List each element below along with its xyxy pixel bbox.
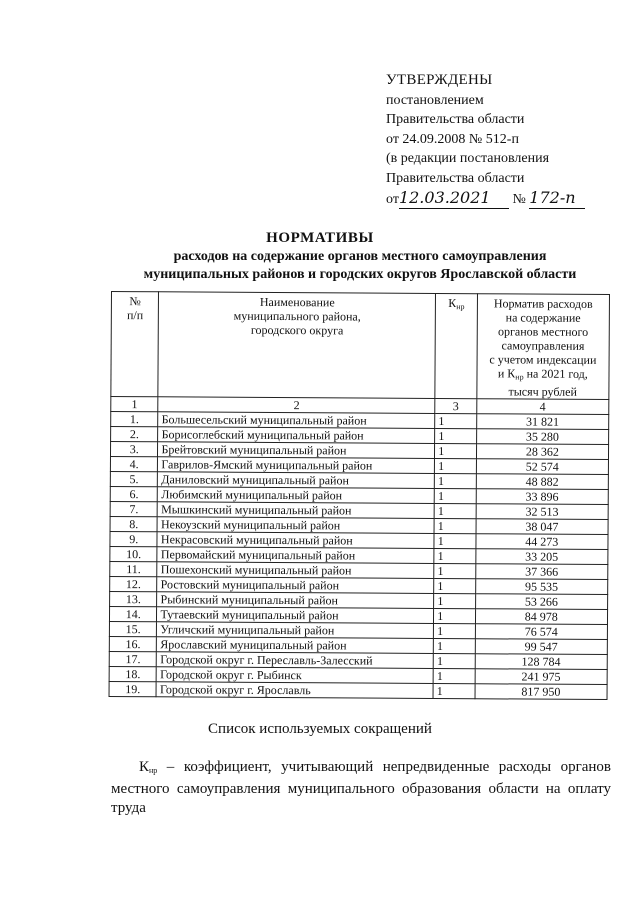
row-norm-value: 241 975	[475, 669, 607, 685]
row-name: Пошехонский муниципальный район	[157, 562, 434, 579]
header-coefficient	[435, 293, 477, 398]
row-number: 2.	[111, 427, 159, 442]
row-name: Ростовский муниципальный район	[157, 577, 434, 594]
row-coefficient: 1	[433, 668, 474, 683]
row-norm-value: 37 366	[475, 564, 607, 580]
handwritten-date: 12.03.2021	[399, 188, 509, 209]
row-name: Городской округ г. Ярославль	[156, 682, 433, 699]
row-norm-value: 95 535	[475, 579, 607, 595]
header-name-line: городского округа	[250, 322, 344, 338]
row-name: Любимский муниципальный район	[158, 487, 435, 504]
row-number: 11.	[110, 561, 158, 576]
row-number: 5.	[110, 471, 158, 486]
row-coefficient: 1	[435, 458, 476, 473]
row-number: 18.	[109, 666, 157, 681]
approval-line: Правительства области	[386, 112, 525, 127]
approval-date-prefix: от	[386, 192, 399, 207]
header-k: К	[448, 296, 457, 311]
row-number: 1.	[111, 412, 159, 427]
row-name: Угличский муниципальный район	[157, 622, 434, 639]
row-name: Рыбинский муниципальный район	[157, 592, 434, 609]
column-number: 2	[158, 397, 435, 414]
row-norm-value: 44 273	[476, 534, 608, 550]
row-number: 14.	[109, 606, 157, 621]
row-coefficient: 1	[433, 653, 474, 668]
row-coefficient: 1	[434, 563, 475, 578]
row-norm-value: 76 574	[475, 624, 607, 640]
header-name-line: Наименование	[259, 294, 335, 310]
row-number: 12.	[110, 576, 158, 591]
definition-paragraph	[111, 758, 611, 818]
document-subtitle	[100, 248, 620, 284]
row-number: 4.	[110, 456, 158, 471]
row-norm-value: 35 280	[476, 429, 608, 445]
row-norm-value: 38 047	[476, 519, 608, 535]
definition-k: К	[139, 759, 150, 775]
column-number: 4	[476, 399, 608, 415]
row-norm-value: 99 547	[475, 639, 607, 655]
row-coefficient: 1	[435, 473, 476, 488]
header-norm-line: органов местного	[497, 324, 589, 339]
approval-line: УТВЕРЖДЕНЫ	[386, 72, 493, 88]
row-coefficient: 1	[434, 608, 475, 623]
handwritten-number: 172-п	[529, 188, 585, 209]
row-coefficient: 1	[434, 548, 475, 563]
header-norm-k-line	[480, 366, 605, 385]
subtitle-line-2: муниципальных районов и городских округов Ярославской области	[143, 267, 577, 282]
header-norm-k: и К	[497, 366, 516, 381]
table-row	[109, 681, 607, 699]
row-norm-value: 128 784	[475, 654, 607, 670]
row-coefficient: 1	[434, 488, 475, 503]
approval-stamp-block	[386, 71, 626, 210]
header-norm-line: на содержание	[505, 310, 581, 325]
row-name: Даниловский муниципальный район	[158, 472, 435, 489]
row-norm-value: 48 882	[476, 474, 608, 490]
row-number: 16.	[109, 636, 157, 651]
norms-table	[109, 291, 610, 700]
approval-line: Правительства области	[386, 170, 525, 186]
row-number: 7.	[110, 501, 158, 516]
row-coefficient: 1	[434, 623, 475, 638]
row-name: Борисоглебский муниципальный район	[158, 427, 435, 444]
header-number	[111, 292, 159, 397]
header-norm-k-sub: нр	[515, 372, 524, 382]
table-body	[109, 412, 609, 700]
row-name: Гаврилов-Ямский муниципальный район	[158, 457, 435, 474]
subtitle-line-1: расходов на содержание органов местного самоуправления	[173, 249, 547, 264]
row-name: Большесельский муниципальный район	[158, 412, 435, 429]
row-coefficient: 1	[435, 428, 476, 443]
abbreviations-definition	[111, 758, 611, 818]
row-coefficient: 1	[434, 503, 475, 518]
header-number-line: п/п	[126, 308, 144, 323]
row-number: 19.	[109, 681, 157, 696]
row-coefficient: 1	[434, 593, 475, 608]
approval-line: постановлением	[386, 92, 484, 108]
approval-date-line	[386, 188, 626, 210]
row-norm-value: 817 950	[475, 684, 607, 700]
approval-line: (в редакции постановления	[386, 151, 550, 166]
row-number: 15.	[109, 621, 157, 636]
row-coefficient: 1	[434, 518, 475, 533]
definition-text: – коэффициент, учитывающий непредвиденные расходы органов местного самоуправления муниципального образования области на оплату труда	[111, 759, 611, 816]
row-name: Мышкинский муниципальный район	[158, 502, 435, 519]
row-coefficient: 1	[434, 533, 475, 548]
row-norm-value: 32 513	[476, 504, 608, 520]
table-header-row	[111, 292, 610, 400]
row-norm-value: 33 205	[475, 549, 607, 565]
row-name: Городской округ г. Рыбинск	[157, 667, 434, 684]
column-number: 1	[111, 397, 159, 412]
row-number: 6.	[110, 486, 158, 501]
row-number: 3.	[110, 442, 158, 457]
number-sign: №	[512, 192, 526, 207]
row-name: Некрасовский муниципальный район	[157, 532, 434, 549]
header-norm	[476, 294, 609, 400]
row-coefficient: 1	[435, 443, 476, 458]
row-norm-value: 28 362	[476, 444, 608, 460]
row-number: 10.	[110, 546, 158, 561]
row-coefficient: 1	[434, 638, 475, 653]
row-number: 9.	[110, 531, 158, 546]
row-name: Ярославский муниципальный район	[157, 637, 434, 654]
header-norm-line: самоуправления	[501, 338, 585, 353]
row-name: Тутаевский муниципальный район	[157, 607, 434, 624]
header-norm-year: на 2021 год,	[523, 366, 588, 381]
document-title: НОРМАТИВЫ	[266, 230, 374, 246]
row-coefficient: 1	[434, 578, 475, 593]
row-name: Первомайский муниципальный район	[157, 547, 434, 564]
header-number-line: №	[129, 294, 141, 309]
row-norm-value: 84 978	[475, 609, 607, 625]
row-norm-value: 52 574	[476, 459, 608, 475]
row-name: Городской округ г. Переславль-Залесский	[157, 652, 434, 669]
abbreviations-title: Список используемых сокращений	[208, 721, 432, 737]
row-coefficient: 1	[435, 413, 476, 428]
row-norm-value: 31 821	[476, 414, 608, 430]
row-number: 8.	[110, 516, 158, 531]
header-norm-line: с учетом индексации	[489, 352, 597, 367]
header-name-line: муниципального района,	[233, 308, 361, 324]
row-norm-value: 53 266	[475, 594, 607, 610]
row-name: Некоузский муниципальный район	[157, 517, 434, 534]
row-name: Брейтовский муниципальный район	[158, 442, 435, 459]
row-number: 13.	[110, 591, 158, 606]
row-norm-value: 33 896	[476, 489, 608, 505]
approval-line: от 24.09.2008 № 512-п	[386, 131, 519, 147]
row-coefficient: 1	[433, 683, 474, 698]
header-norm-line: Норматив расходов	[493, 296, 593, 311]
header-k-sub: нр	[456, 302, 465, 312]
definition-k-sub: нр	[149, 766, 158, 775]
header-norm-units: тысяч рублей	[508, 384, 577, 399]
column-number: 3	[435, 398, 476, 413]
header-name	[158, 292, 435, 399]
row-number: 17.	[109, 651, 157, 666]
